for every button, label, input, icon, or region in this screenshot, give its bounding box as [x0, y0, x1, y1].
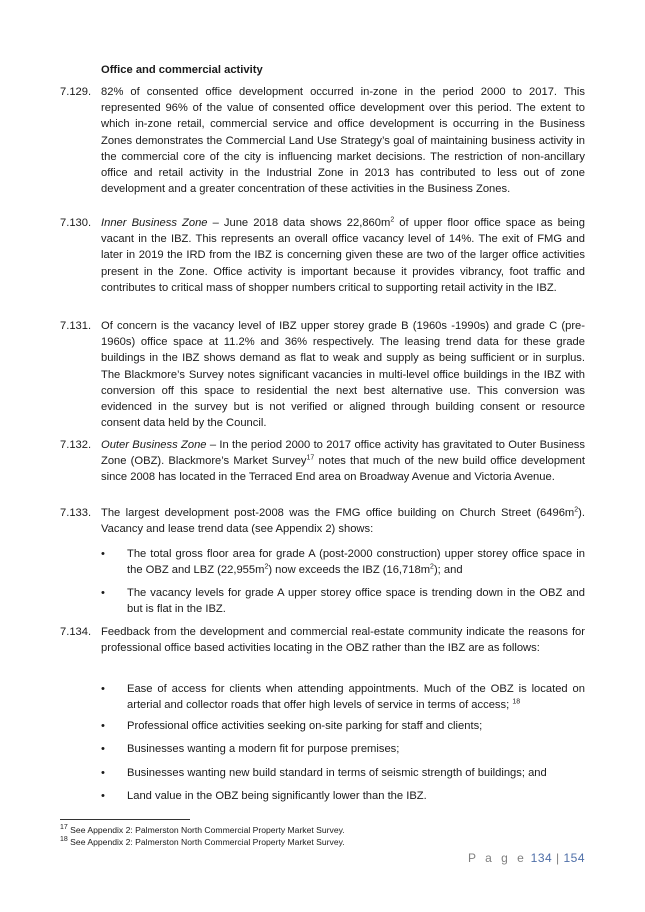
footnote [60, 837, 345, 848]
footnote-separator [60, 819, 190, 820]
current-page: 134 [530, 851, 553, 865]
footnote-text: See Appendix 2: Palmerston North Commercial Property Market Survey. [67, 825, 345, 835]
bullet-item [101, 788, 585, 804]
paragraph-number: 7.129. [60, 86, 92, 98]
bullet-glyph: • [101, 767, 105, 779]
bullet-glyph: • [101, 587, 105, 599]
page-label: P a g e [468, 851, 527, 865]
paragraph-number: 7.134. [60, 626, 92, 638]
paragraph-number: 7.132. [60, 439, 92, 451]
total-pages: 154 [563, 851, 586, 865]
bullet-glyph: • [101, 720, 105, 732]
bullet-text: Businesses wanting a modern fit for purpose premises; [127, 743, 400, 755]
bullet-item [101, 741, 585, 757]
text-run: – June 2018 data shows 22,860m [207, 217, 391, 229]
zone-label: Outer Business Zone [101, 439, 207, 451]
paragraph-number: 7.133. [60, 507, 92, 519]
paragraph-text [101, 505, 585, 537]
bullet-text: The vacancy levels for grade A upper storey office space is trending down in the OBZ and but is flat in the IBZ. [127, 587, 585, 616]
paragraph-7-129 [60, 84, 585, 197]
bullet-glyph: • [101, 790, 105, 802]
paragraph-7-132 [60, 437, 585, 486]
paragraph-7-133 [60, 505, 585, 537]
text-run: The largest development post-2008 was the FMG office building on Church Street (6496m [101, 507, 575, 519]
bullet-text: Land value in the OBZ being significantly lower than the IBZ. [127, 790, 427, 802]
text-run: The total gross floor area for grade A (post-2000 construction) upper storey office space in the OBZ and LBZ (22,955m [127, 548, 585, 577]
superscript: 2 [430, 563, 434, 571]
bullet-glyph: • [101, 743, 105, 755]
zone-label: Inner Business Zone [101, 217, 208, 229]
paragraph-number: 7.130. [60, 217, 92, 229]
paragraph-text: 82% of consented office development occurred in-zone in the period 2000 to 2017. This represented 96% of the value of consented office development over this period. The extent to which in-zone retail, commercial service and office development is occurring in the Business Zones demonstrates the Commercial Land Use Strategy’s goal of maintaining business activity in the commercial core of the city is influencing market decisions. The restriction of non-ancillary office and retail activity in the Industrial Zone in 2013 has contributed to less out of zone development and a greater concentration of these activities in the Business Zones. [101, 86, 585, 196]
text-run: ) now exceeds the IBZ (16,718m [268, 564, 431, 577]
text-run: ). Vacancy and lease trend data (see Appendix 2) shows: [101, 507, 585, 536]
superscript: 2 [390, 216, 395, 224]
bullet-item [101, 546, 585, 578]
bullet-item [101, 681, 585, 713]
page-separator: | [556, 851, 560, 865]
paragraph-7-130 [60, 215, 585, 296]
paragraph-text: Feedback from the development and commercial real-estate community indicate the reasons for professional office based activities locating in the OBZ rather than the IBZ are as follows: [101, 626, 585, 655]
bullet-glyph: • [101, 683, 105, 695]
footnote-text: See Appendix 2: Palmerston North Commercial Property Market Survey. [67, 837, 345, 847]
superscript: 2 [264, 563, 269, 571]
superscript: 2 [574, 506, 579, 514]
text-run: of upper floor office space as being vacant in the IBZ. This represents an overall office vacancy level of 14%. The exit of FMG and later in 2019 the IRD from the IBZ is concerning given these are two of the larger office activities present in the Zone. Office activity is important because it provides vibrancy, foot traffic and contributes to critical mass of shopper numbers critical to supporting retail activity in the IBZ. [101, 217, 585, 294]
text-run: ); and [433, 564, 463, 577]
footnote-number: 18 [60, 836, 68, 844]
bullet-item [101, 718, 585, 734]
bullet-text: Businesses wanting new build standard in terms of seismic strength of buildings; and [127, 767, 547, 779]
bullet-text [127, 681, 585, 713]
bullet-glyph: • [101, 548, 105, 560]
bullet-text: Professional office activities seeking on-site parking for staff and clients; [127, 720, 483, 732]
text-run: Ease of access for clients when attending appointments. Much of the OBZ is located on arterial and collector roads that offer high levels of service in terms of access; [127, 683, 585, 712]
paragraph-text [101, 215, 585, 296]
bullet-item [101, 585, 585, 617]
footnote-ref: 17 [306, 454, 315, 462]
paragraph-7-131 [60, 318, 585, 431]
footnote-ref: 18 [512, 698, 521, 706]
bullet-text [127, 546, 585, 578]
page-number [468, 851, 585, 865]
paragraph-text: Of concern is the vacancy level of IBZ upper storey grade B (1960s -1990s) and grade C (pre-1960s) office space at 11.2% and 36% respectively. The leasing trend data for these grade buildings in the IBZ shows demand as flat to weak and supply as being sufficient or in surplus. The Blackmore’s Survey notes significant vacancies in multi-level office buildings in the IBZ with conversion off this space to residential the next best alternative use. This conversion was evidenced in the survey but is not verified or aligned through building consent or resource consent data held by the Council. [101, 320, 585, 430]
text-run: – In the period 2000 to 2017 office activity has gravitated to Outer Business Zone (OBZ). Blackmore’s Market Survey [101, 439, 585, 468]
section-heading: Office and commercial activity [101, 64, 263, 76]
paragraph-number: 7.131. [60, 320, 92, 332]
bullet-item [101, 765, 585, 781]
text-run: notes that much of the new build office development since 2008 has located in the Terraced End area on Broadway Avenue and Victoria Avenue. [101, 455, 585, 484]
footnote-number: 17 [60, 824, 68, 832]
footnote [60, 825, 345, 836]
paragraph-7-134 [60, 624, 585, 656]
paragraph-text [101, 437, 585, 486]
